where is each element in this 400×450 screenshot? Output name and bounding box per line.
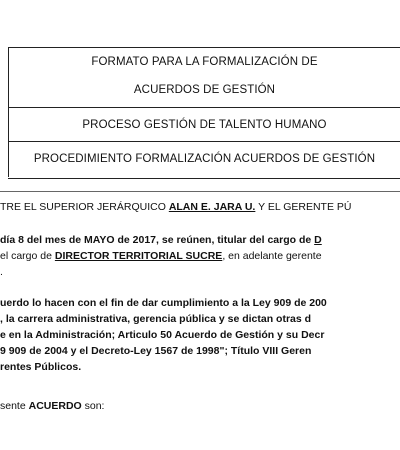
paragraph-line — [0, 232, 400, 248]
agreement-prefix: sente — [0, 400, 29, 412]
paragraph-line: 9 909 de 2004 y el Decreto-Ley 1567 de 1998"; Título VIII Geren — [0, 345, 312, 357]
paragraph-meeting — [0, 232, 400, 280]
separator-line — [0, 191, 400, 192]
table-divider — [8, 107, 400, 108]
process-name: PROCESO GESTIÓN DE TALENTO HUMANO — [82, 119, 327, 131]
meeting-date-text: día 8 del mes de MAYO de 2017, se reúnen, titular del cargo de — [0, 234, 315, 246]
paragraph-line: e en la Administración; Articulo 50 Acuerdo de Gestión y su Decr — [0, 329, 325, 341]
paragraph-line: uerdo lo hacen con el fin de dar cumplimiento a la Ley 909 de 200 — [0, 297, 327, 309]
parties-suffix: Y EL GERENTE PÚ — [255, 201, 352, 213]
header-title-line-2: ACUERDOS DE GESTIÓN — [133, 84, 276, 96]
paragraph-line: , la carrera administrativa, gerencia pública y se dictan otras d — [0, 313, 312, 325]
cargo-initial: D — [314, 234, 322, 246]
procedure-name: PROCEDIMIENTO FORMALIZACIÓN ACUERDOS DE GESTIÓN — [33, 153, 376, 165]
paragraph-line — [0, 248, 400, 264]
cargo-title: DIRECTOR TERRITORIAL SUCRE — [54, 250, 223, 262]
parties-prefix: TRE EL SUPERIOR JERÁRQUICO — [0, 201, 169, 213]
parties-line — [0, 199, 400, 215]
paragraph-line: rentes Públicos. — [0, 361, 82, 373]
header-title-line-1: FORMATO PARA LA FORMALIZACIÓN DE — [91, 56, 318, 68]
paragraph-line: . — [0, 266, 3, 278]
paragraph-legal-basis — [0, 295, 400, 375]
agreement-suffix: son: — [81, 400, 105, 412]
agreement-word: ACUERDO — [28, 400, 82, 412]
paragraph-agreement-intro — [0, 398, 400, 414]
cargo-suffix: , en adelante gerente — [222, 250, 322, 262]
superior-name: ALAN E. JARA U. — [168, 201, 256, 213]
cargo-prefix: el cargo de — [0, 250, 55, 262]
